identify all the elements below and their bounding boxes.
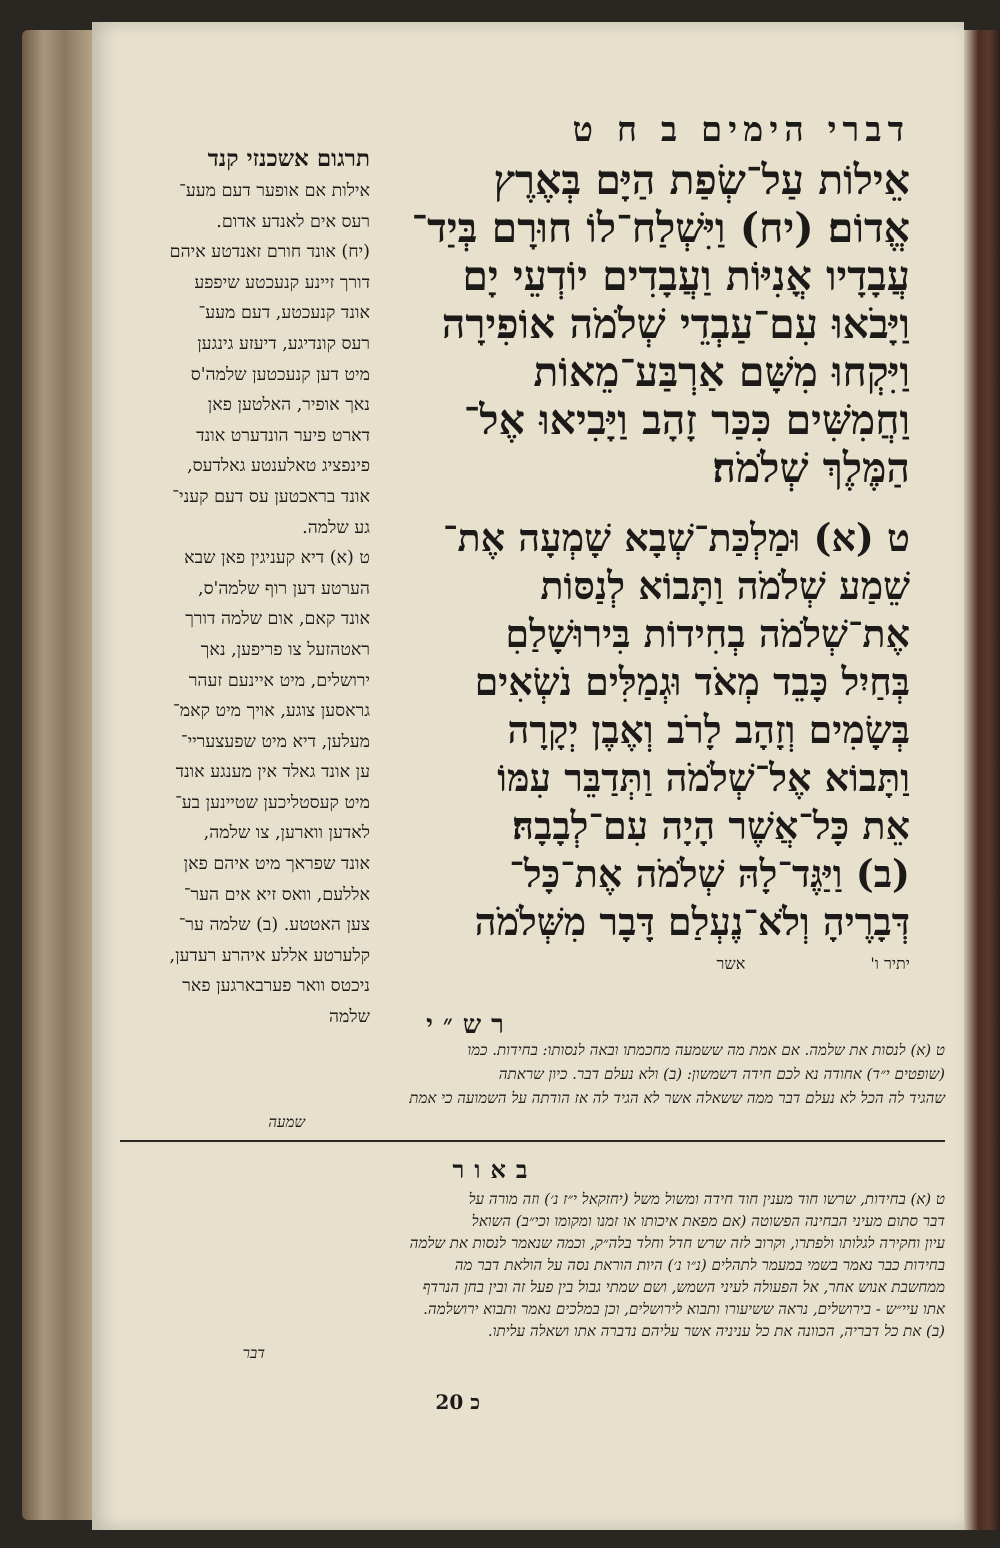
beur-commentary <box>125 1188 945 1364</box>
translation-line: ען אונד גאלד אין מענגע אונד <box>175 762 370 783</box>
facing-page-edge <box>964 30 1000 1530</box>
beur-line: ט (א) בחידות, שרשו חוד מענין חוד חידה ומשול משל (יחזקאל י״ז נ׳) וזה מורה על <box>468 1190 945 1208</box>
translation-line: ראטהזעל צו פריפען, נאך <box>200 639 370 660</box>
beur-line: עיון וחקירה לגלותו ולפתרו, וקרוב לזה שרש חדל וחלד בלה״ק, וכמה שנאמר לנסות את שלמה <box>409 1234 945 1252</box>
translation-line: דורך זיינע קנעכטע שיפפע <box>194 272 370 293</box>
translation-line: נאך אופיר, האלטען פאן <box>207 395 370 416</box>
main-text-line: דְּבָרֶיהָ וְלֹא־נֶעְלַם דָּבָר מִשְּׁלֹמֹה <box>474 899 910 944</box>
beur-heading: באור <box>452 1155 538 1184</box>
main-text-line: וַיִּקְחוּ מִשָּׁם אַרְבַּע־מֵאוֹת <box>533 348 910 396</box>
translation-line: דארט פיער הונדערט אונד <box>196 425 370 446</box>
main-text-line: אֱדוֹם׃ (יח) וַיִּשְׁלַח־לוֹ חוּרָם בְּיַד־ <box>411 204 910 252</box>
rashi-line: שמעה <box>268 1113 305 1131</box>
main-text-line: אֵילוֹת עַל־שְׂפַת הַיָּם בְּאֶרֶץ <box>493 156 910 204</box>
translation-line: ט (א) דיא קעניגין פאן שבא <box>184 548 370 569</box>
translation-line: (יח) אונד חורם זאנדטע איהם <box>169 242 370 263</box>
catchword-right: יתיר ו' <box>870 954 910 973</box>
translation-line: אונד קנעכטע, דעם מעע־ <box>198 303 370 324</box>
translation-line: רעס אים לאנדע אדום. <box>216 211 370 232</box>
translation-column <box>169 145 370 1033</box>
translation-line: אונד בראכטען עס דעם קעני־ <box>172 486 370 507</box>
catchword-left: אשר <box>716 954 746 973</box>
book-edge-left <box>22 30 94 1520</box>
rashi-commentary <box>125 1038 945 1134</box>
translation-line: אונד קאם, אום שלמה דורך <box>185 609 370 630</box>
translation-line: קלערטע אללע איהרע רעדען, <box>169 945 370 966</box>
main-text-line: וַחֲמִשִּׁים כִּכַּר זָהָב וַיָּבִיאוּ אֶל־ <box>463 396 910 444</box>
translation-line: ניכטס וואר פערבארגען פאר <box>182 976 370 997</box>
translation-line: רעס קונדיגע, דיעזע גינגען <box>197 333 370 354</box>
rashi-line: ט (א) לנסות את שלמה. אם אמת מה ששמעה מחכמתו ובאה לנסותו: בחידות. כמו <box>467 1041 945 1059</box>
running-head: דברי הימים ב ח ט <box>572 110 910 150</box>
translation-line: הערטע דען רוף שלמה'ס, <box>198 578 370 599</box>
main-text-line: עֲבָדָיו אֳנִיּוֹת וַעֲבָדִים יוֹדְעֵי יָם <box>462 252 910 300</box>
main-text-line: אֶת־שְׁלֹמֹה בְחִידוֹת בִּירוּשָׁלַםִ <box>505 611 910 656</box>
translation-line: לאדען ווארען, צו שלמה, <box>203 823 370 844</box>
beur-line: בחידות כבר נאמר בשמי במעמר לתהלים (נ״ו נ׳) היות הוראת נסה על הולאת דבר מה <box>454 1256 945 1274</box>
rashi-heading: רש״י <box>426 1010 514 1040</box>
beur-line: דבר <box>242 1344 265 1362</box>
main-text-line: בְּשָׂמִים וְזָהָב לָרֹב וְאֶבֶן יְקָרָה <box>507 707 910 752</box>
translation-line: אונד שפראך מיט איהם פאן <box>183 854 370 875</box>
translation-line: מיט דען קנעכטען שלמה'ס <box>190 364 370 385</box>
signature-mark: כ 20 <box>435 1390 480 1414</box>
main-text-line: הַמֶּלֶךְ שְׁלֹמֹה׃ <box>712 444 910 492</box>
main-text-line: (ב) וַיַּגֶּד־לָהּ שְׁלֹמֹה אֶת־כָּל־ <box>509 851 910 896</box>
main-text-line: וַיָּבֹאוּ עִם־עַבְדֵי שְׁלֹמֹה אוֹפִירָה <box>441 300 910 348</box>
section-divider <box>120 1140 945 1142</box>
main-text-line: וַתָּבוֹא אֶל־שְׁלֹמֹה וַתְּדַבֵּר עִמּוֹ <box>497 755 910 800</box>
translation-line: מיט קעסטליכען שטיינען בע־ <box>175 792 370 813</box>
main-text-line: שֵׁמַע שְׁלֹמֹה וַתָּבוֹא לְנַסּוֹת <box>540 563 910 608</box>
translation-line: גראסען צוגע, אויך מיט קאמ־ <box>173 701 370 722</box>
beur-line: אתו עיי״ש - בירושלים, נראה ששיעורו ותבוא לירושלים, וכן במלכים נאמר ותבוא ירושלמה. <box>423 1300 945 1318</box>
rashi-line: שהגיד לה הכל לא נעלם דבר ממה ששאלה אשר לא הגיד לה אז הודתה על השמועה כי אמת <box>409 1089 945 1107</box>
main-hebrew-column <box>368 110 910 974</box>
beur-line: ממחשבת אנוש אחר, אל הפעולה לעיני השמש, ושם שמתי גבול בין פעל זה ובין בחן הנרדף <box>422 1278 945 1296</box>
translation-line: גע שלמה. <box>302 517 370 538</box>
main-text-line: אֵת כָּל־אֲשֶׁר הָיָה עִם־לְבָבָהּ׃ <box>512 803 910 848</box>
translation-line: שלמה <box>328 1007 370 1028</box>
translation-line: אללעם, וואס זיא אים הער־ <box>183 884 370 905</box>
main-text-line: ט (א) וּמַלְכַּת־שְׁבָא שָׁמְעָה אֶת־ <box>442 515 910 560</box>
translation-line: צען האטטע. (ב) שלמה ער־ <box>178 915 370 936</box>
rashi-line: (שופטים י״ד) אחודה נא לכם חידה דשמשון: (ב) ולא נעלם דבר. כיון שראתה <box>498 1065 945 1083</box>
translation-line: אילות אם אופער דעם מעע־ <box>179 181 370 201</box>
translation-line: מעלען, דיא מיט שפעצעריי־ <box>180 731 370 752</box>
translation-line: פינפציג טאלענטע גאלדעס, <box>187 456 370 477</box>
translation-line: ירושלים, מיט איינעם זעהר <box>188 670 370 691</box>
main-text-line: בְּחַיִל כָּבֵד מְאֹד וּגְמַלִּים נֹשְׂאִים <box>474 659 910 704</box>
catchwords <box>368 954 910 974</box>
beur-line: (ב) את כל דבריה, הכוונה את כל עניניה אשר עליהם נדברה אתו ושאלה עליתו. <box>487 1322 945 1340</box>
beur-line: דבר סתום מעיני הבחינה הפשוטה (אם מפאת איכותו או זמנו ומקומו וכי״ב) השואל <box>471 1212 945 1230</box>
translation-head: תרגום אשכנזי קנד <box>207 145 370 172</box>
